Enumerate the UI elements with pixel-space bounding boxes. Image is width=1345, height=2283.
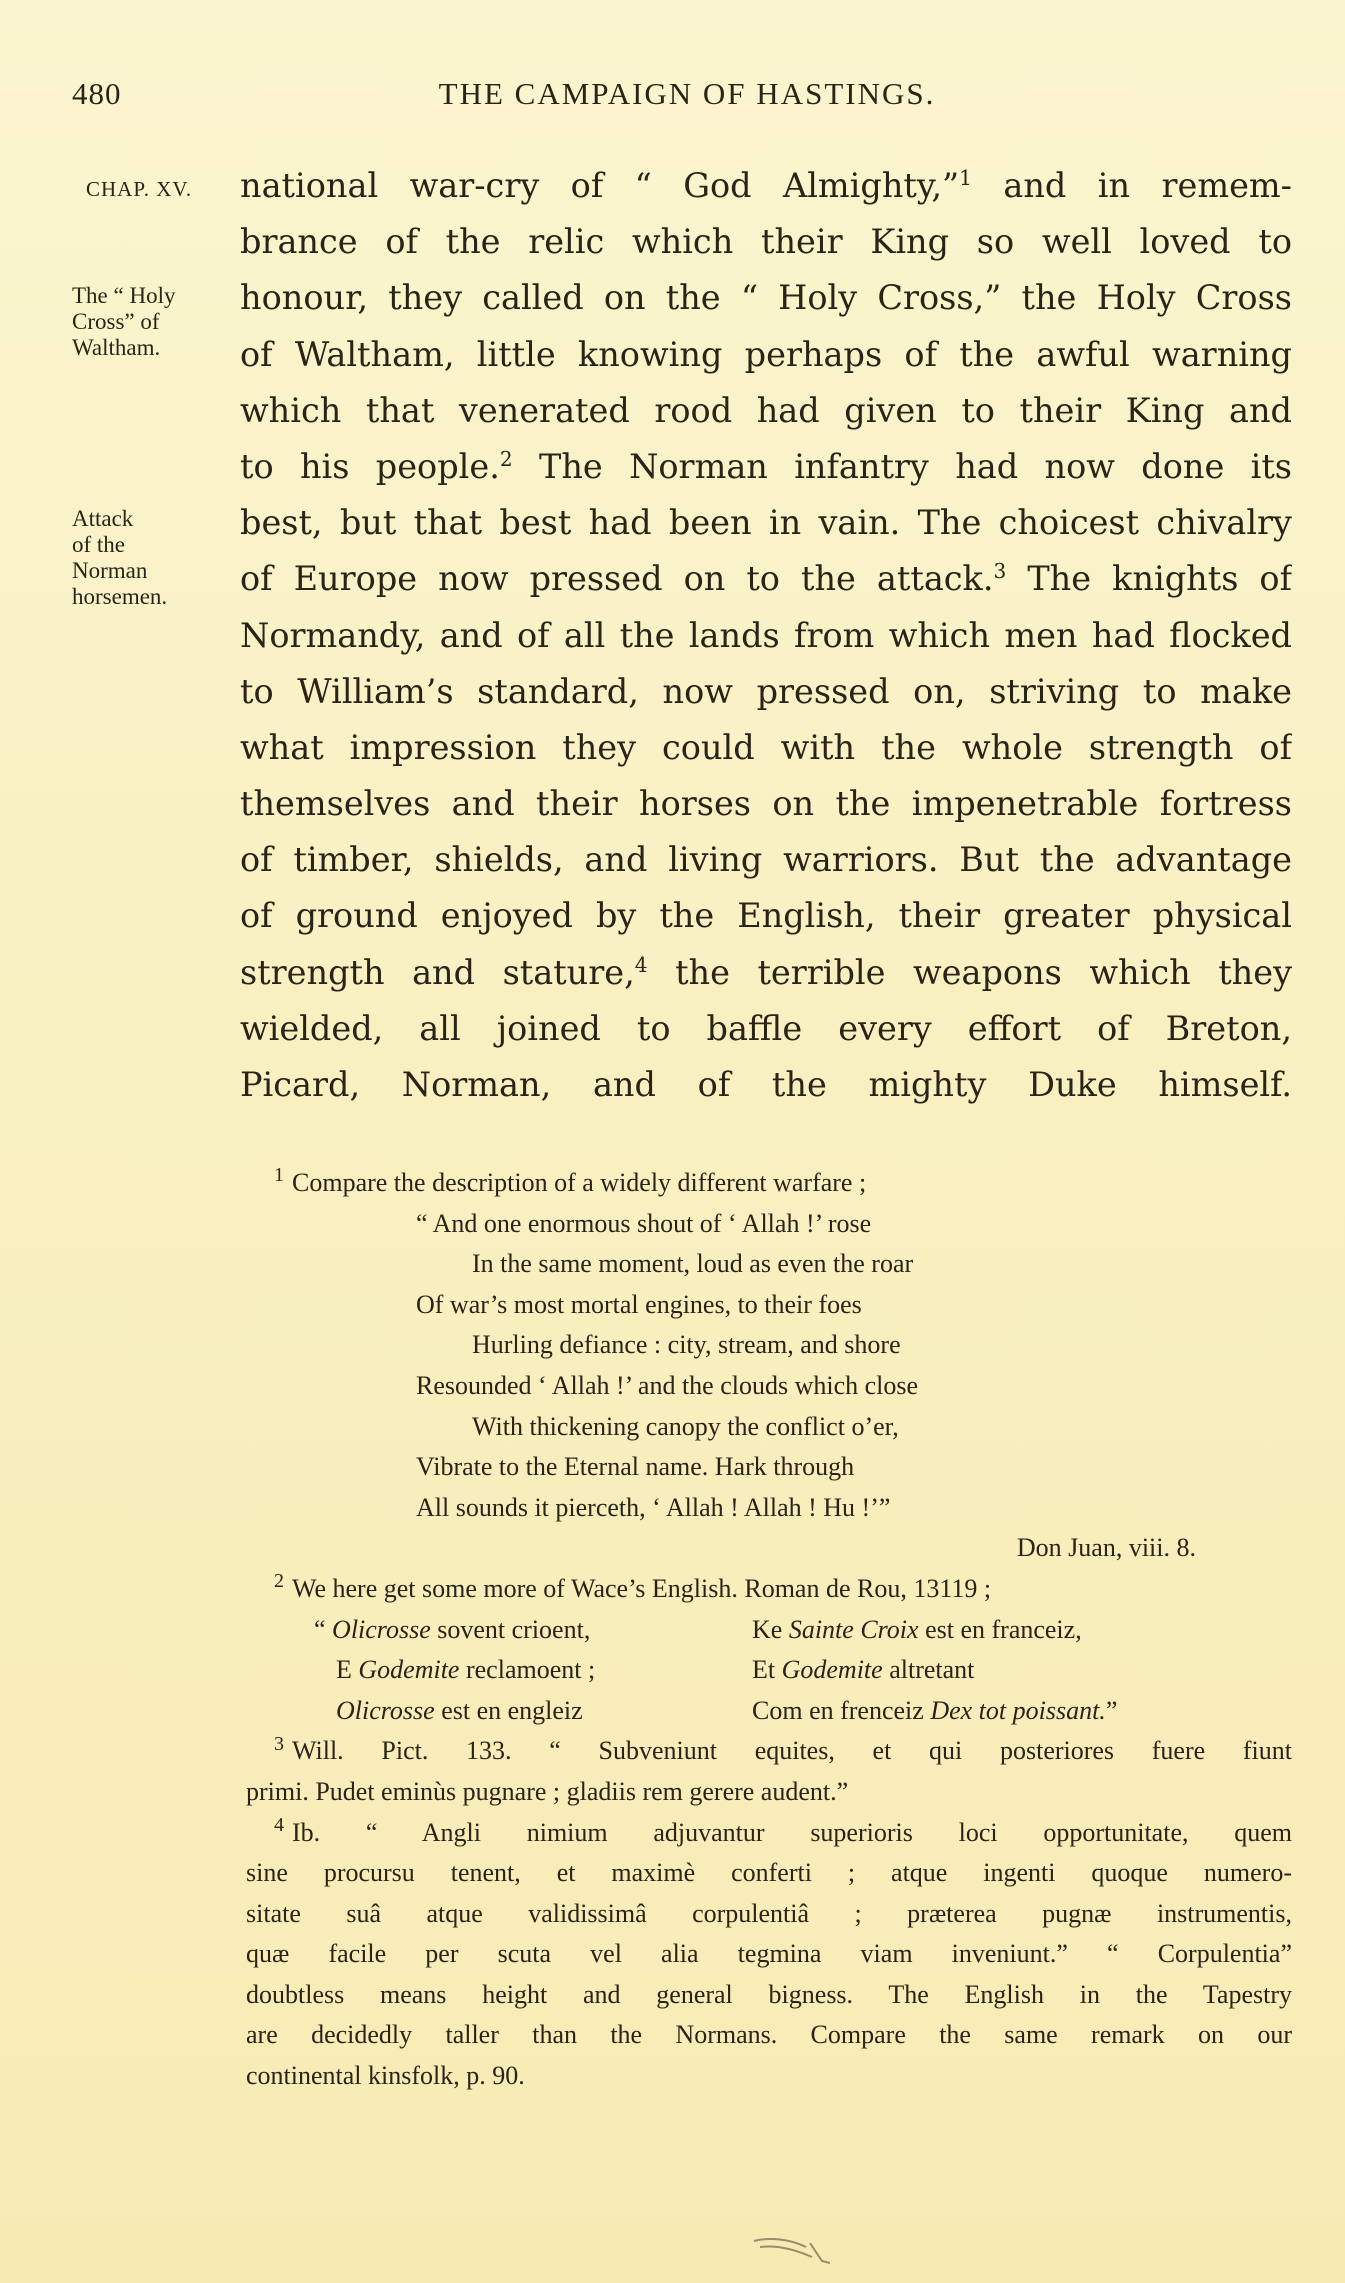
text-line: of ground enjoyed by the English, their greater physical [240, 896, 1292, 936]
text-line: strength and stature,$^4$ the terrible weapons which they [240, 952, 1292, 992]
margin-note-line: of the [72, 532, 126, 557]
footnote-4-line: are decidedly taller than the Normans. Compare the same remark on our [246, 2020, 1292, 2050]
footnote-4-line: sine procursu tenent, et maximè conferti ; atque ingenti quoque numero- [246, 1858, 1292, 1888]
text-line: Picard, Norman, and of the mighty Duke himself. [240, 1065, 1292, 1104]
footnotes [246, 1163, 1292, 2097]
margin-chapter-label: CHAP. XV. [86, 177, 193, 201]
wace-col-a: “ Olicrosse sovent crioent, [314, 1614, 591, 1644]
wace-col-b: Com en frenceiz Dex tot poissant.” [752, 1695, 1118, 1725]
verse-line: With thickening canopy the conflict o’er, [472, 1411, 899, 1441]
margin-note-line: Attack [72, 506, 134, 531]
verse-citation: Don Juan, viii. 8. [1016, 1533, 1196, 1563]
text-line: themselves and their horses on the impenetrable fortress [240, 784, 1292, 824]
footnote-4-line: $^4$ Ib. “ Angli nimium adjuvantur superioris loci opportunitate, quem [274, 1813, 1292, 1847]
footnote-1-intro: $^1$ Compare the description of a widely different warfare ; [274, 1164, 867, 1197]
margin-note-line: The “ Holy [72, 283, 176, 308]
footnote-3-line: primi. Pudet eminùs pugnare ; gladiis rem gerere audent.” [246, 1776, 849, 1806]
running-header [72, 76, 1302, 116]
text-line: of Waltham, little knowing perhaps of the awful warning [240, 334, 1292, 374]
margin-note-attack [72, 506, 232, 610]
text-line: of timber, shields, and living warriors. But the advantage [240, 840, 1292, 880]
page-number: 480 [72, 76, 122, 111]
footnote-3-line: $^3$ Will. Pict. 133. “ Subveniunt equites, et qui posteriores fuere fiunt [274, 1732, 1292, 1766]
verse-line: In the same moment, loud as even the roar [472, 1249, 914, 1279]
margin-note-holy-cross [72, 283, 232, 361]
footnote-number: 1 [274, 1164, 284, 1187]
text-line: national war-cry of “ God Almighty,”$^1$ and in remem- [240, 165, 1292, 205]
text-line: wielded, all joined to baffle every effort of Breton, [240, 1008, 1292, 1048]
verse-line: Hurling defiance : city, stream, and shore [472, 1330, 901, 1360]
text-line: Normandy, and of all the lands from which men had flocked [240, 615, 1292, 655]
footnote-4-line: doubtless means height and general bigness. The English in the Tapestry [246, 1979, 1292, 2009]
ink-smudge [750, 2235, 834, 2265]
main-text [240, 158, 1292, 1113]
margin-note-line: horsemen. [72, 584, 168, 609]
text-line: to William’s standard, now pressed on, striving to make [240, 671, 1292, 711]
wace-row [246, 1650, 1292, 1691]
footnote-ref: 1 [959, 165, 972, 190]
margin-note-line: Norman [72, 558, 148, 583]
verse-line: Vibrate to the Eternal name. Hark through [416, 1452, 855, 1482]
margin-note-line: Waltham. [72, 335, 161, 360]
text-line: brance of the relic which their King so well loved to [240, 222, 1292, 262]
verse-line: Resounded ‘ Allah !’ and the clouds which close [416, 1370, 919, 1400]
text-line: what impression they could with the whole strength of [240, 727, 1292, 767]
wace-col-b: Ke Sainte Croix est en franceiz, [752, 1614, 1082, 1644]
verse-line: Of war’s most mortal engines, to their foes [416, 1289, 862, 1319]
wace-col-b: Et Godemite altretant [752, 1655, 975, 1685]
wace-row [246, 1691, 1292, 1732]
footnote-number: 2 [274, 1570, 284, 1593]
verse-line: All sounds it pierceth, ‘ Allah ! Allah ! Hu !’” [416, 1492, 891, 1522]
footnote-number: 3 [274, 1732, 284, 1755]
footnote-4-line: continental kinsfolk, p. 90. [246, 2061, 525, 2091]
text-line: to his people.$^2$ The Norman infantry had now done its [240, 446, 1292, 486]
footnote-ref: 2 [499, 446, 513, 471]
footnote-4-line: quæ facile per scuta vel alia tegmina viam inveniunt.” “ Corpulentia” [246, 1939, 1292, 1969]
margin-note-line: Cross” of [72, 309, 160, 334]
running-title: THE CAMPAIGN OF HASTINGS. [438, 76, 936, 111]
text-line: of Europe now pressed on to the attack.$^3$ The knights of [240, 559, 1292, 599]
verse-line: “ And one enormous shout of ‘ Allah !’ rose [416, 1208, 872, 1238]
wace-col-a: E Godemite reclamoent ; [336, 1655, 596, 1685]
text-line: best, but that best had been in vain. The choicest chivalry [240, 503, 1292, 543]
text-line: which that venerated rood had given to their King and [240, 390, 1292, 430]
footnote-ref: 3 [993, 559, 1007, 584]
footnote-4-line: sitate suâ atque validissimâ corpulentiâ ; præterea pugnæ instrumentis, [246, 1898, 1292, 1928]
wace-row [246, 1610, 1292, 1651]
footnote-2-intro: $^2$ We here get some more of Wace’s English. Roman de Rou, 13119 ; [274, 1570, 992, 1603]
wace-col-a: Olicrosse est en engleiz [336, 1695, 583, 1725]
footnote-number: 4 [274, 1813, 284, 1836]
text-line: honour, they called on the “ Holy Cross,” the Holy Cross [240, 278, 1292, 318]
footnote-ref: 4 [634, 952, 648, 977]
